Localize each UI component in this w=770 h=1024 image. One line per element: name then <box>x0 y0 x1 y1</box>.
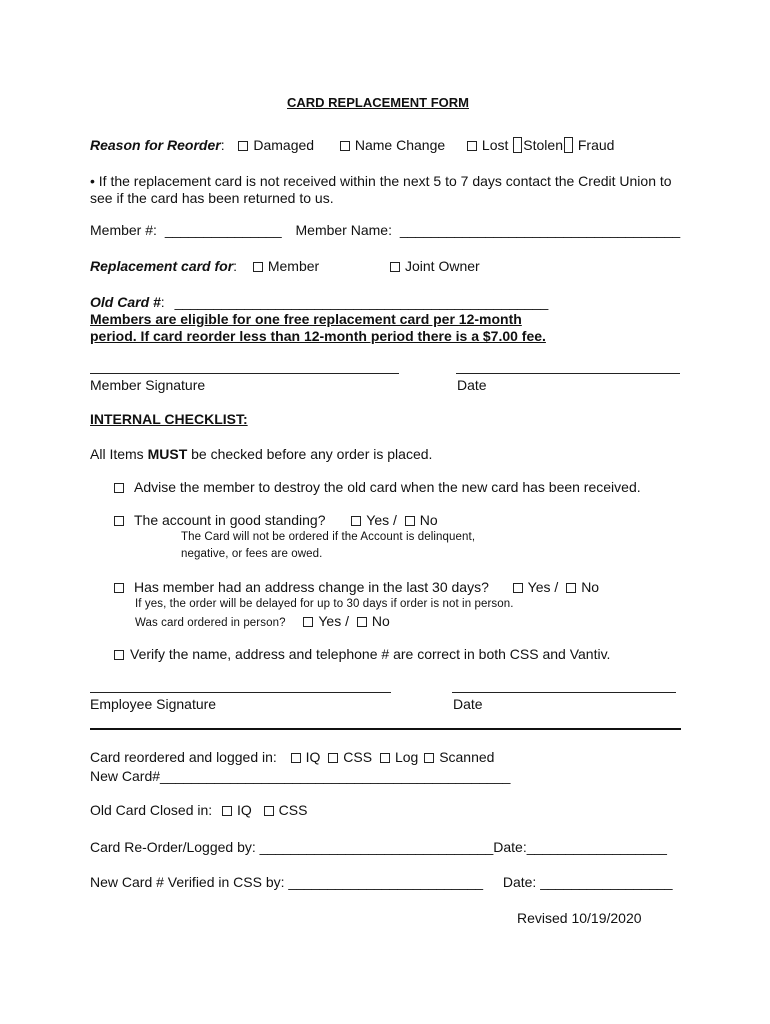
closed-iq-checkbox[interactable] <box>222 806 232 816</box>
member-name-field[interactable]: ____________________________________ <box>399 222 681 238</box>
reorder-iq-checkbox[interactable] <box>291 753 301 763</box>
item2-note-2: negative, or fees are owed. <box>181 548 323 560</box>
notice-line-2: see if the card has been returned to us. <box>90 190 334 206</box>
reason-label: Reason for Reorder <box>90 137 221 153</box>
reorder-css-checkbox[interactable] <box>328 753 338 763</box>
member-name-label: Member Name: <box>295 222 392 238</box>
verified-date-field[interactable]: _________________ <box>540 874 673 890</box>
reorder-css-label: CSS <box>343 749 373 765</box>
reason-row: Reason for Reorder: Damaged Name Change Lost Stolen Fraud <box>90 137 615 153</box>
checklist-item-4 <box>114 646 610 662</box>
member-option-label: Member <box>267 258 320 274</box>
in-person-question: Was card ordered in person? <box>135 617 286 629</box>
member-checkbox[interactable] <box>253 262 263 272</box>
old-card-label: Old Card # <box>90 294 161 310</box>
checklist-item-1 <box>114 479 641 495</box>
section-divider <box>90 728 681 730</box>
form-title: CARD REPLACEMENT FORM <box>287 95 469 110</box>
item3-yes-checkbox[interactable] <box>513 583 523 593</box>
checklist-intro <box>90 446 432 462</box>
logged-by-row <box>90 839 667 855</box>
intro-text-pre: All Items <box>90 446 148 462</box>
reorder-row <box>90 749 494 765</box>
lost-checkbox[interactable] <box>467 141 477 151</box>
notice-line-1: • If the replacement card is not received within the next 5 to 7 days contact the Credit Union to <box>90 173 672 189</box>
item1-checkbox[interactable] <box>114 483 124 493</box>
lost-label: Lost <box>481 137 509 153</box>
item3-note-1: If yes, the order will be delayed for up to 30 days if order is not in person. <box>135 598 514 610</box>
joint-owner-checkbox[interactable] <box>390 262 400 272</box>
reorder-log-label: Log <box>394 749 419 765</box>
employee-date-label: Date <box>453 696 483 712</box>
in-person-row <box>135 613 390 629</box>
member-date-label: Date <box>457 377 487 393</box>
name-change-checkbox[interactable] <box>340 141 350 151</box>
old-closed-row <box>90 802 307 818</box>
in-person-no-label: No <box>371 613 390 629</box>
old-card-field[interactable]: ________________________________________________ <box>174 294 549 310</box>
item2-no-label: No <box>419 512 438 528</box>
eligibility-line-2: period. If card reorder less than 12-month period there is a $7.00 fee. <box>90 328 546 344</box>
item2-text: The account in good standing? <box>134 512 326 528</box>
item3-yes-label: Yes / <box>527 579 559 595</box>
in-person-yes-checkbox[interactable] <box>303 617 313 627</box>
member-signature-line[interactable] <box>90 373 399 374</box>
in-person-no-checkbox[interactable] <box>357 617 367 627</box>
employee-signature-line[interactable] <box>90 692 391 693</box>
new-card-row <box>90 768 510 784</box>
logged-by-label: Card Re-Order/Logged by: <box>90 839 256 855</box>
verified-field[interactable]: _________________________ <box>288 874 484 890</box>
item3-no-label: No <box>581 579 600 595</box>
new-card-label: New Card# <box>90 768 161 784</box>
intro-text-bold: MUST <box>147 446 188 462</box>
checklist-heading: INTERNAL CHECKLIST: <box>90 411 248 427</box>
stolen-label: Stolen <box>523 137 563 153</box>
verified-label: New Card # Verified in CSS by: <box>90 874 285 890</box>
item2-note-1: The Card will not be ordered if the Account is delinquent, <box>181 531 476 543</box>
revised-date: Revised 10/19/2020 <box>517 910 642 926</box>
item1-text: Advise the member to destroy the old card when the new card has been received. <box>134 479 641 495</box>
verified-date-label: Date: <box>502 874 537 890</box>
old-card-row: Old Card #: ________________________________________________ <box>90 294 549 310</box>
stolen-checkbox[interactable] <box>513 137 522 153</box>
item4-checkbox[interactable] <box>114 650 124 660</box>
employee-date-line[interactable] <box>452 692 676 693</box>
reorder-log-checkbox[interactable] <box>380 753 390 763</box>
old-closed-label: Old Card Closed in: <box>90 802 213 818</box>
in-person-yes-label: Yes / <box>318 613 349 629</box>
employee-signature-label: Employee Signature <box>90 696 217 712</box>
damaged-checkbox[interactable] <box>238 141 248 151</box>
eligibility-line-1: Members are eligible for one free replacement card per 12-month <box>90 311 522 327</box>
member-date-line[interactable] <box>456 373 680 374</box>
replacement-label: Replacement card for <box>90 258 234 274</box>
item4-text: Verify the name, address and telephone # are correct in both CSS and Vantiv. <box>130 646 611 662</box>
member-number-label: Member #: <box>90 222 157 238</box>
member-row <box>90 222 680 238</box>
logged-by-field[interactable]: ______________________________ <box>259 839 494 855</box>
reorder-iq-label: IQ <box>305 749 321 765</box>
new-card-field[interactable]: _____________________________________________ <box>160 768 511 784</box>
logged-by-date-label: Date: <box>493 839 527 855</box>
reorder-label: Card reordered and logged in: <box>90 749 277 765</box>
member-number-field[interactable]: _______________ <box>164 222 282 238</box>
reorder-scanned-checkbox[interactable] <box>424 753 434 763</box>
name-change-label: Name Change <box>354 137 446 153</box>
item2-no-checkbox[interactable] <box>405 516 415 526</box>
closed-iq-label: IQ <box>236 802 252 818</box>
item3-checkbox[interactable] <box>114 583 124 593</box>
verified-row <box>90 874 673 890</box>
logged-by-date-field[interactable]: __________________ <box>526 839 667 855</box>
closed-css-label: CSS <box>278 802 308 818</box>
fraud-checkbox[interactable] <box>564 137 573 153</box>
replacement-row: Replacement card for: Member <box>90 258 320 274</box>
intro-text-post: be checked before any order is placed. <box>187 446 433 462</box>
joint-owner-option <box>390 258 480 274</box>
item2-yes-label: Yes / <box>366 512 397 528</box>
checklist-item-2 <box>114 512 438 528</box>
item2-checkbox[interactable] <box>114 516 124 526</box>
item3-no-checkbox[interactable] <box>566 583 576 593</box>
item2-yes-checkbox[interactable] <box>351 516 361 526</box>
closed-css-checkbox[interactable] <box>264 806 274 816</box>
joint-owner-label: Joint Owner <box>405 258 480 274</box>
damaged-label: Damaged <box>253 137 315 153</box>
reorder-scanned-label: Scanned <box>439 749 495 765</box>
fraud-label: Fraud <box>577 137 615 153</box>
checklist-item-3 <box>114 579 599 595</box>
member-signature-label: Member Signature <box>90 377 206 393</box>
item3-text: Has member had an address change in the last 30 days? <box>134 579 489 595</box>
